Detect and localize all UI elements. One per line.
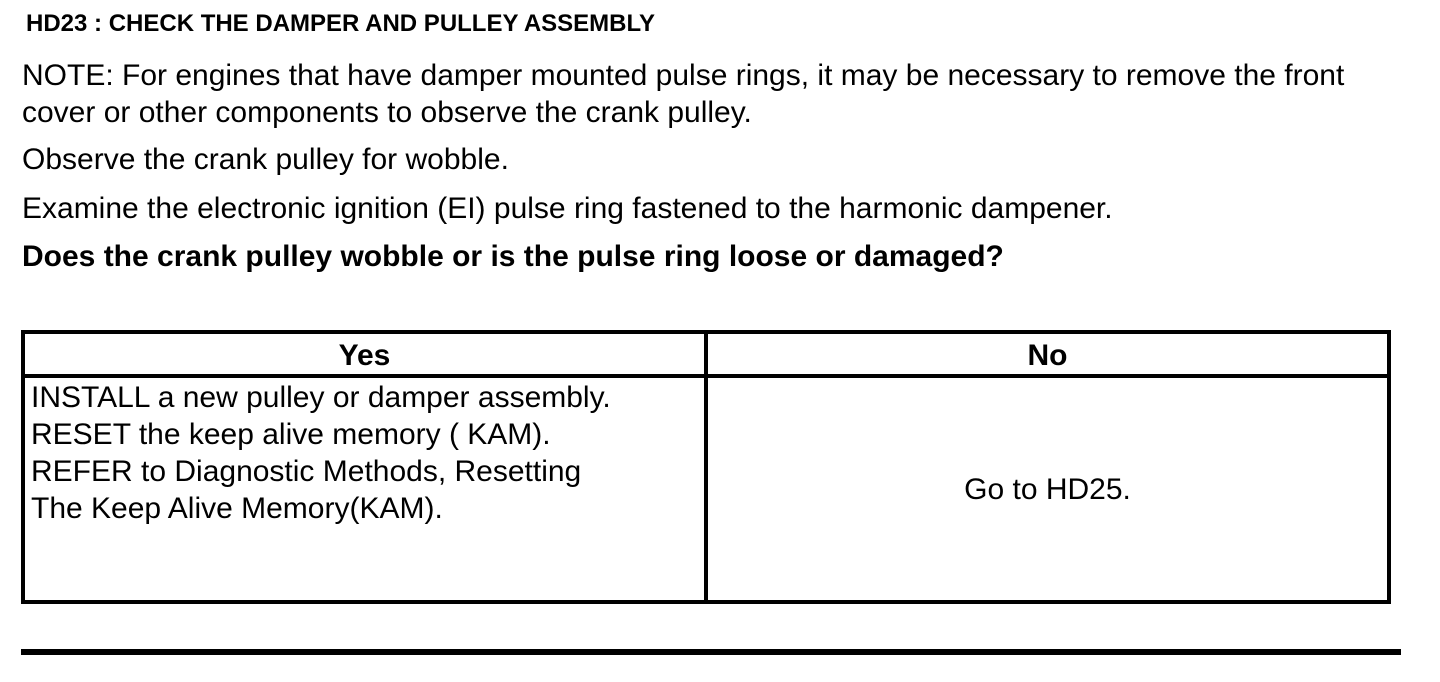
yes-line-refer: REFER to Diagnostic Methods, Resetting — [31, 455, 582, 488]
table-header-no: No — [1027, 339, 1068, 372]
yes-line-install: INSTALL a new pulley or damper assembly. — [31, 381, 611, 414]
bottom-divider — [21, 649, 1401, 655]
instruction-examine-pulse-ring: Examine the electronic ignition (EI) pulse ring fastened to the harmonic dampener. — [22, 192, 1113, 225]
yes-cell — [31, 379, 701, 527]
table-header-yes: Yes — [338, 339, 391, 372]
yes-line-refer-continued: The Keep Alive Memory(KAM). — [31, 492, 443, 525]
instruction-observe-pulley: Observe the crank pulley for wobble. — [22, 143, 509, 176]
procedure-heading: HD23 : CHECK THE DAMPER AND PULLEY ASSEMBLY — [26, 10, 655, 37]
diagnostic-question: Does the crank pulley wobble or is the pulse ring loose or damaged? — [22, 240, 1004, 273]
note-text: NOTE: For engines that have damper mounted pulse rings, it may be necessary to remove the front cover or other components to observe the crank pulley. — [22, 59, 1345, 129]
yes-line-reset: RESET the keep alive memory ( KAM). — [31, 418, 551, 451]
no-cell — [708, 378, 1387, 600]
no-cell-text: Go to HD25. — [964, 472, 1131, 506]
yes-no-table — [21, 330, 1391, 604]
